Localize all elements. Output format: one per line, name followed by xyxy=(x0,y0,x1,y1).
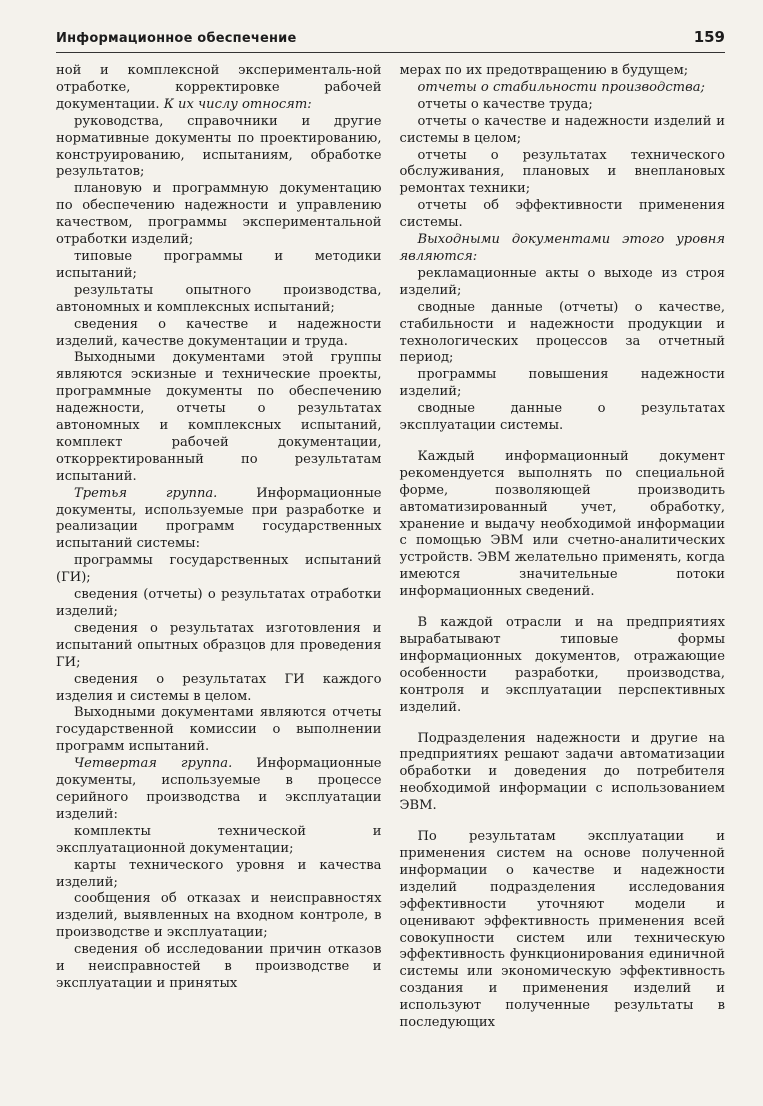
body-text: комплекты технической и эксплуатационной документации; xyxy=(56,823,382,856)
paragraph xyxy=(56,114,382,182)
body-text: руководства, справочники и другие нормативные документы по проектированию, конструированию, испытаниям, обработке результатов; xyxy=(56,113,382,180)
paragraph xyxy=(400,449,726,601)
paragraph xyxy=(56,350,382,485)
italic-text: Третья группа. xyxy=(74,485,257,501)
body-text: рекламационные акты о выходе из строя изделий; xyxy=(399,265,725,298)
page-header xyxy=(56,28,725,53)
paragraph xyxy=(56,486,382,554)
left-column xyxy=(56,63,382,1032)
paragraph xyxy=(400,401,726,435)
paragraph xyxy=(400,114,726,148)
italic-text: Четвертая группа. xyxy=(74,756,257,772)
paragraph xyxy=(56,942,382,993)
italic-text: К их числу относят: xyxy=(163,96,312,112)
italic-text: Выходными документами этого уровня являются: xyxy=(399,232,725,264)
body-text: сведения о результатах изготовления и испытаний опытных образцов для проведения ГИ; xyxy=(56,620,382,670)
paragraph xyxy=(56,891,382,942)
body-text: плановую и программную документацию по обеспечению надежности и управлению качеством, программы экспериментальной отработки изделий; xyxy=(56,181,382,248)
paragraph xyxy=(400,367,726,401)
italic-text: отчеты о стабильности производства; xyxy=(417,79,705,95)
paragraph xyxy=(56,858,382,892)
paragraph xyxy=(56,63,382,114)
body-text: сведения о результатах ГИ каждого изделия и системы в целом. xyxy=(56,671,382,704)
body-text: Выходными документами этой группы являются эскизные и технические проекты, программные документы по обеспечению надежности, отчеты о результатах автономных и комплексных испытаний, комплект рабочей документации, откорректированный по результатам испытаний. xyxy=(56,350,382,484)
paragraph xyxy=(56,553,382,587)
paragraph xyxy=(400,232,726,266)
paragraph xyxy=(56,756,382,824)
body-text: сведения (отчеты) о результатах отработки изделий; xyxy=(56,587,382,619)
paragraph xyxy=(56,621,382,672)
body-text: сводные данные о результатах эксплуатации системы. xyxy=(399,401,725,434)
body-text: мерах по их предотвращению в будущем; xyxy=(399,63,689,78)
running-title: Информационное обеспечение xyxy=(56,31,297,46)
paragraph xyxy=(56,249,382,283)
paragraph xyxy=(56,283,382,317)
body-text: По результатам эксплуатации и применения систем на основе полученной информации о качестве и надежности изделий подразделения исследования эффективности уточняют модели и оценивают эффективность применения всей совокупности систем или техническую эффективность функционирования единичной системы или экономическую эффективность создания и применения изделий и используют полученные результаты в последующих xyxy=(399,829,725,1031)
body-text: Информационные документы, используемые при разработке и реализации программ государственных испытаний системы: xyxy=(56,485,382,552)
body-text: отчеты о результатах технического обслуживания, плановых и внеплановых ремонтах техники; xyxy=(399,147,725,197)
body-text: отчеты о качестве труда; xyxy=(417,96,593,112)
body-text: программы государственных испытаний (ГИ); xyxy=(56,553,382,586)
body-text: Выходными документами являются отчеты государственной комиссии о выполнении программ испытаний. xyxy=(56,705,382,755)
body-text: результаты опытного производства, автономных и комплексных испытаний; xyxy=(56,282,382,315)
paragraph xyxy=(56,181,382,249)
paragraph xyxy=(56,824,382,858)
paragraph xyxy=(400,266,726,300)
body-text: сводные данные (отчеты) о качестве, стабильности и надежности продукции и технологических процессов за отчетный период; xyxy=(399,299,725,366)
paragraph xyxy=(400,148,726,199)
paragraph xyxy=(56,317,382,351)
paragraph xyxy=(400,615,726,716)
page-number: 159 xyxy=(693,28,725,46)
paragraph xyxy=(400,63,726,80)
paragraph xyxy=(400,300,726,368)
paragraph xyxy=(400,97,726,114)
body-text: программы повышения надежности изделий; xyxy=(399,367,725,400)
text-columns xyxy=(56,63,725,1032)
body-text: сообщения об отказах и неисправностях изделий, выявленных на входном контроле, в производстве и эксплуатации; xyxy=(56,891,382,941)
paragraph xyxy=(56,705,382,756)
body-text: Информационные документы, используемые в процессе серийного производства и эксплуатации изделий: xyxy=(56,756,382,822)
body-text: сведения об исследовании причин отказов и неисправностей в производстве и эксплуатации и принятых xyxy=(56,942,382,991)
body-text: отчеты о качестве и надежности изделий и системы в целом; xyxy=(399,113,725,146)
paragraph xyxy=(400,198,726,232)
body-text: отчеты об эффективности применения системы. xyxy=(399,198,725,231)
paragraph xyxy=(56,587,382,621)
body-text: Подразделения надежности и другие на предприятиях решают задачи автоматизации обработки и доведения до потребителя необходимой информации с использованием ЭВМ. xyxy=(399,730,725,814)
body-text: типовые программы и методики испытаний; xyxy=(56,248,382,281)
body-text: сведения о качестве и надежности изделий, качестве документации и труда. xyxy=(56,316,382,349)
right-column xyxy=(400,63,726,1032)
paragraph xyxy=(400,80,726,97)
body-text: ной и комплексной эксперименталь-ной отработке, корректировке рабочей документации. xyxy=(56,63,382,112)
body-text: В каждой отрасли и на предприятиях вырабатывают типовые формы информационных документов, отражающие особенности разработки, производства, контроля и эксплуатации перспективных изделий. xyxy=(399,615,725,715)
body-text: карты технического уровня и качества изделий; xyxy=(56,857,382,890)
paragraph xyxy=(400,829,726,1032)
paragraph xyxy=(56,672,382,706)
body-text: Каждый информационный документ рекомендуется выполнять по специальной форме, позволяющей производить автоматизированный учет, обработку, хранение и выдачу необходимой информации с помощью ЭВМ или счетно-аналитических устройств. ЭВМ желательно применять, когда имеются значительные потоки информационных сведений. xyxy=(399,448,725,600)
paragraph xyxy=(400,731,726,816)
